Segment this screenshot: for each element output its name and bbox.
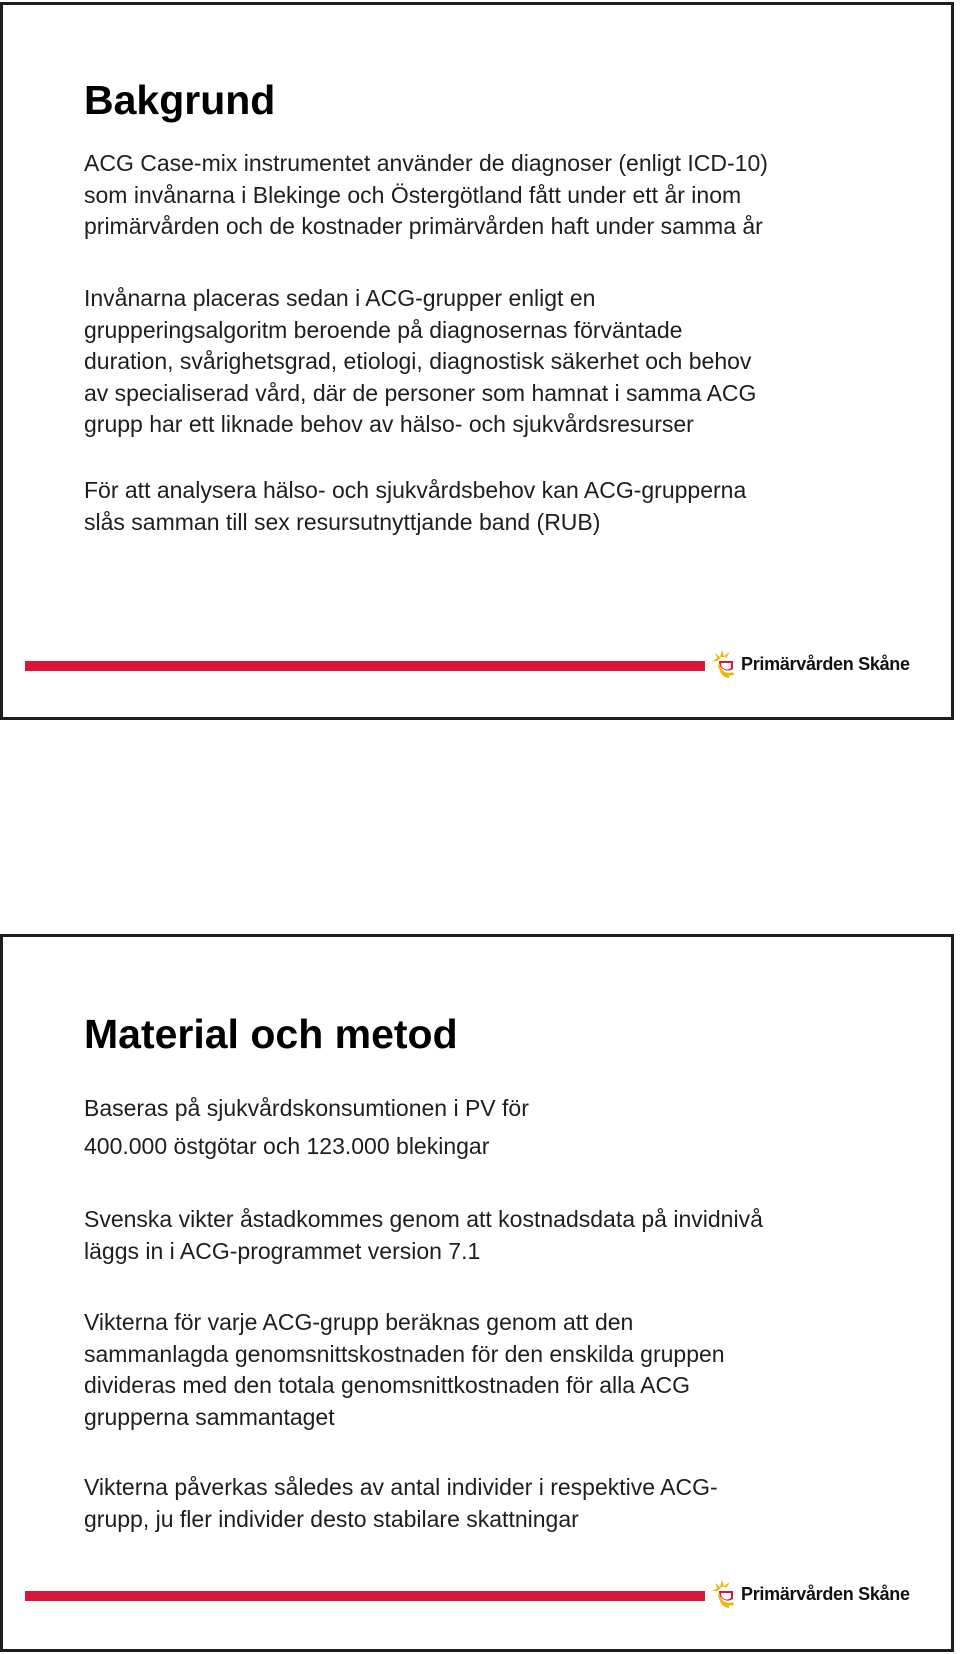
paragraph	[84, 1472, 924, 1535]
slide-footer	[25, 649, 915, 679]
text-line: 400.000 östgötar och 123.000 blekingar	[84, 1132, 490, 1159]
text-line: Vikterna påverkas således av antal individer i respektive ACG-	[84, 1474, 718, 1500]
text-line: läggs in i ACG-programmet version 7.1	[84, 1237, 481, 1264]
text-line: Baseras på sjukvårdskonsumtionen i PV för	[84, 1095, 529, 1121]
text-line: grupp har ett liknade behov av hälso- och sjukvårdsresurser	[84, 411, 694, 437]
paragraph	[84, 1093, 924, 1162]
slide-material-och-metod	[0, 934, 954, 1652]
sun-logo-icon	[709, 1579, 737, 1609]
text-line: divideras med den totala genomsnittkostnaden för alla ACG	[84, 1372, 691, 1398]
paragraph	[84, 148, 924, 243]
slide-footer	[25, 1579, 915, 1609]
sun-logo-icon	[709, 649, 737, 679]
paragraph	[84, 1307, 924, 1433]
paragraph	[84, 475, 924, 538]
text-line: Vikterna för varje ACG-grupp beräknas genom att den	[84, 1309, 634, 1335]
text-line: sammanlagda genomsnittskostnaden för den enskilda gruppen	[84, 1340, 725, 1367]
text-line: grupperingsalgoritm beroende på diagnosernas förväntade	[84, 316, 683, 343]
logo-text: Primärvården Skåne	[741, 653, 910, 674]
red-divider-bar	[25, 1591, 705, 1601]
text-line: av specialiserad vård, där de personer som hamnat i samma ACG	[84, 379, 757, 406]
primarvarden-logo	[709, 649, 910, 679]
logo-text: Primärvården Skåne	[741, 1583, 910, 1604]
text-line: grupp, ju fler individer desto stabilare skattningar	[84, 1505, 579, 1532]
text-line: slås samman till sex resursutnyttjande band (RUB)	[84, 508, 601, 535]
slide-title: Bakgrund	[84, 77, 276, 123]
text-line: duration, svårighetsgrad, etiologi, diagnostisk säkerhet och behov	[84, 348, 752, 374]
text-line: ACG Case-mix instrumentet använder de diagnoser (enligt ICD-10)	[84, 150, 768, 176]
text-line: För att analysera hälso- och sjukvårdsbehov kan ACG-grupperna	[84, 477, 747, 503]
slide-title: Material och metod	[84, 1011, 458, 1057]
text-line: Svenska vikter åstadkommes genom att kostnadsdata på invidnivå	[84, 1206, 763, 1232]
primarvarden-logo	[709, 1579, 910, 1609]
text-line: som invånarna i Blekinge och Östergötland fått under ett år inom	[84, 181, 742, 208]
text-line: Invånarna placeras sedan i ACG-grupper enligt en	[84, 285, 596, 311]
slide-bakgrund	[0, 2, 954, 720]
red-divider-bar	[25, 661, 705, 671]
text-line: primärvården och de kostnader primärvården haft under samma år	[84, 213, 763, 239]
paragraph	[84, 1204, 924, 1267]
paragraph	[84, 283, 924, 441]
text-line: grupperna sammantaget	[84, 1403, 335, 1430]
